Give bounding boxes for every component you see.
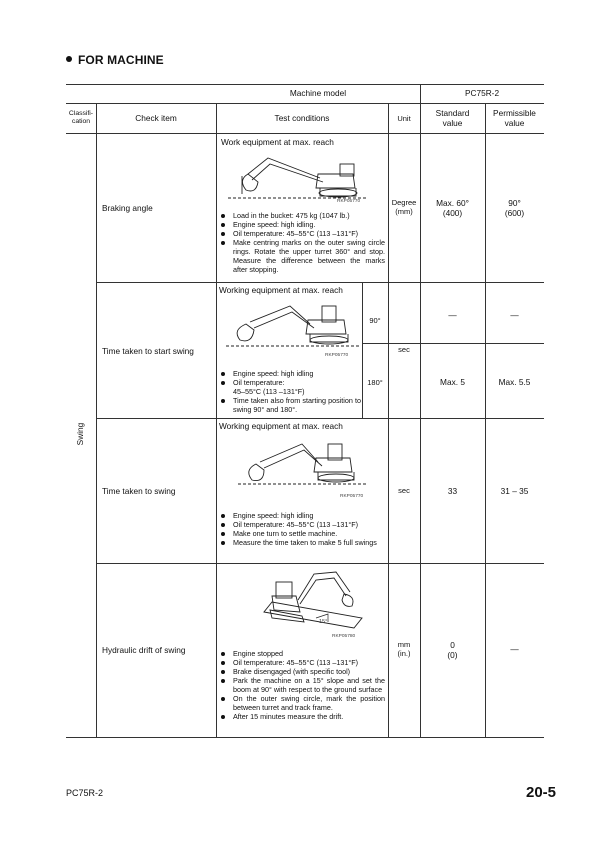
row3-standard: 33 [447,486,458,496]
condition-item: Engine speed: high idling. [219,220,385,229]
section-heading [66,53,164,67]
unit-header: Unit [397,114,411,123]
row2-standard-90: — [448,310,457,320]
condition-item: Load in the bucket: 475 kg (1047 lb.) [219,211,385,220]
check-item-header: Check item [135,113,177,123]
condition-item: Time taken also from starting position to swing 90° and 180°. [219,396,361,414]
condition-item: Oil temperature: 45–55°C (113 –131°F) [219,520,385,529]
condition-item: Make one turn to settle machine. [219,529,385,538]
condition-item: Engine speed: high idling [219,369,361,378]
row1-condition-list [219,211,385,274]
excavator-max-reach-figure-1 [228,150,368,204]
row1-figure-code: RKP05770 [337,199,361,204]
angle-180: 180° [367,378,383,387]
permissible-value-header: Permissible value [493,108,536,128]
condition-item: Brake disengaged (with specific tool) [219,667,385,676]
row3-condition-title: Working equipment at max. reach [219,421,343,431]
row4-condition-list [219,649,385,721]
test-conditions-header: Test conditions [274,113,330,123]
row1-unit: Degree (mm) [391,198,417,216]
condition-item: After 15 minutes measure the drift. [219,712,385,721]
row2-figure-code: RKP05770 [325,353,349,358]
row4-standard: 0 (0) [447,640,458,660]
condition-item: Measure the time taken to make 5 full swings [219,538,385,547]
row3-unit: sec [398,486,410,495]
row2-permissible-180: Max. 5.5 [498,377,531,387]
condition-item: Park the machine on a 15° slope and set the boom at 90° with respect to the ground surface [219,676,385,694]
condition-item: Make centring marks on the outer swing circle rings. Rotate the upper turret 360° and stop. Measure the difference between the marks after stopping. [219,238,385,274]
row1-permissible: 90° (600) [504,198,525,218]
row1-condition-title: Work equipment at max. reach [221,137,334,147]
row3-condition-list [219,511,385,547]
condition-item: Engine speed: high idling [219,511,385,520]
row4-unit: mm (in.) [397,640,411,658]
bullet-icon [66,56,72,62]
condition-item: Oil temperature: 45–55°C (113 –131°F) [219,658,385,667]
check-item-start-swing: Time taken to start swing [102,346,194,356]
machine-model-value: PC75R-2 [464,88,500,98]
classification-header: Classifi- cation [68,110,94,125]
condition-item: On the outer swing circle, mark the position between turret and track frame. [219,694,385,712]
row4-figure-angle: 15° [319,619,328,625]
row2-condition-list [219,369,361,414]
condition-item: Oil temperature: 45–55°C (113 –131°F) [219,378,361,396]
excavator-slope-figure [262,568,364,634]
check-item-braking-angle: Braking angle [102,203,153,213]
condition-item: Oil temperature: 45–55°C (113 –131°F) [219,229,385,238]
row2-unit: sec [398,345,410,354]
footer-model: PC75R-2 [66,788,104,798]
row3-permissible: 31 – 35 [500,486,529,496]
standard-value-header: Standard value [435,108,470,128]
page-number: 20-5 [526,784,557,801]
classification-swing: Swing [75,422,85,446]
machine-model-label: Machine model [289,88,347,98]
row1-standard: Max. 60° (400) [436,198,469,218]
row2-condition-title: Working equipment at max. reach [219,285,343,295]
row3-figure-code: RKP05770 [340,494,364,499]
check-item-hydraulic-drift: Hydraulic drift of swing [102,645,186,655]
section-heading-text: FOR MACHINE [78,53,164,67]
angle-90: 90° [369,316,381,325]
row2-standard-180: Max. 5 [440,377,465,387]
excavator-max-reach-figure-3 [238,436,366,488]
row2-permissible-90: — [510,310,519,320]
row4-permissible: — [510,644,519,654]
check-item-time-to-swing: Time taken to swing [102,486,176,496]
row4-figure-code: RKP05780 [332,634,356,639]
excavator-max-reach-figure-2 [226,300,360,352]
condition-item: Engine stopped [219,649,385,658]
